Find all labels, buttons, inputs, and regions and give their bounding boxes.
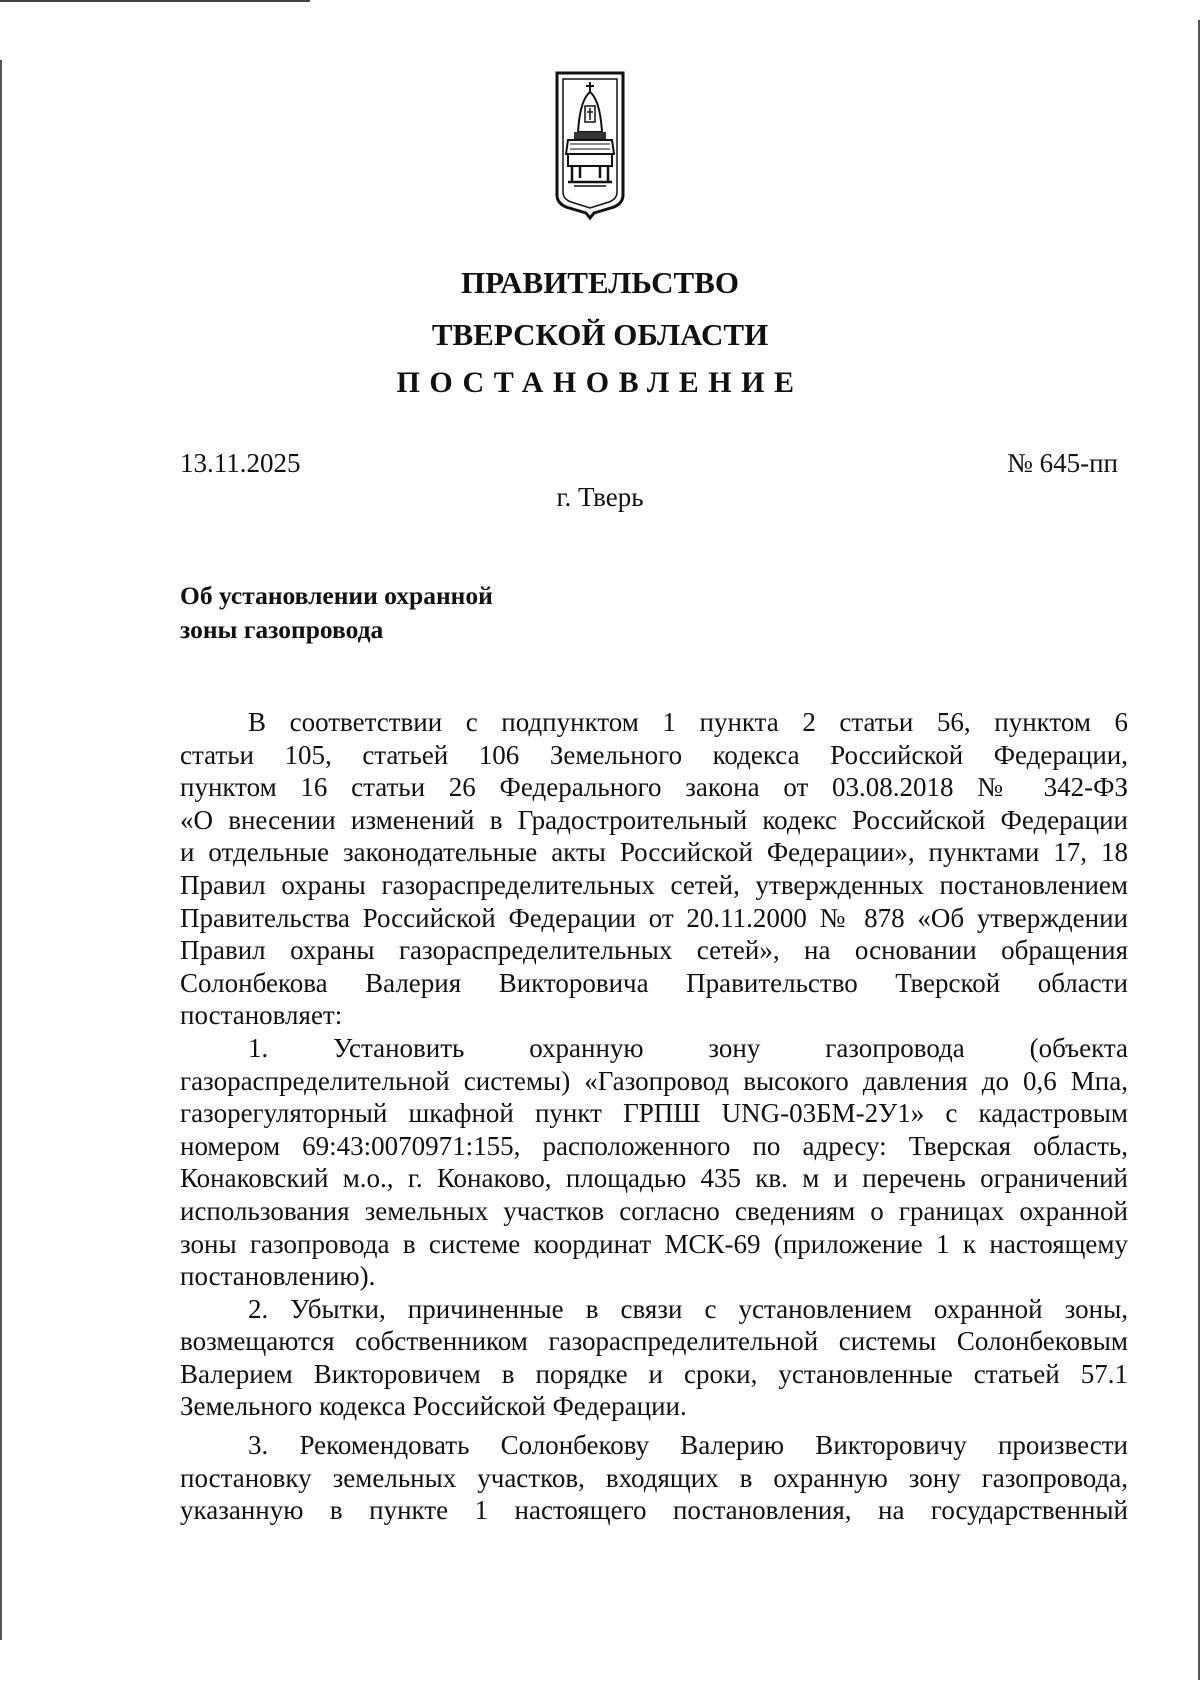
coat-of-arms-icon xyxy=(554,70,626,222)
body-line: 3. Рекомендовать Солонбекову Валерию Викторовичу произвести xyxy=(248,1430,1128,1461)
decree-title: ПОСТАНОВЛЕНИЕ xyxy=(396,366,804,399)
body-line: и отдельные законодательные акты Российской Федерации», пунктами 17, 18 xyxy=(180,837,1128,868)
body-line: использования земельных участков согласно сведениям о границах охранной xyxy=(180,1195,1128,1226)
body-line: 2. Убытки, причиненные в связи с установлением охранной зоны, xyxy=(248,1293,1128,1324)
preamble-paragraph xyxy=(180,706,1128,1032)
body-line: газорегуляторный шкафной пункт ГРПШ UNG-03БМ-2У1» с кадастровым xyxy=(180,1098,1128,1129)
decree-number: № 645-пп xyxy=(1007,448,1118,478)
body-line: Солонбекова Валерия Викторовича Правительство Тверской области xyxy=(180,967,1128,998)
subject-line: зоны газопровода xyxy=(180,615,384,644)
item-2-paragraph xyxy=(180,1293,1128,1423)
body-line: Конаковский м.о., г. Конаково, площадью 435 кв. м и перечень ограничений xyxy=(180,1163,1128,1194)
body-line: Правительства Российской Федерации от 20.11.2000 № 878 «Об утверждении xyxy=(180,902,1128,933)
body-line: постановлению). xyxy=(180,1261,376,1292)
government-title-line1: ПРАВИТЕЛЬСТВО xyxy=(461,265,739,300)
body-line: «О внесении изменений в Градостроительный кодекс Российской Федерации xyxy=(180,804,1128,835)
decree-date: 13.11.2025 xyxy=(180,448,301,478)
body-line: постановку земельных участков, входящих в охранную зону газопровода, xyxy=(180,1462,1128,1493)
body-line: Правил охраны газораспределительных сетей, утвержденных постановлением xyxy=(180,869,1128,900)
item-1-paragraph xyxy=(180,1032,1128,1293)
government-title xyxy=(0,257,1200,361)
body-line: 1. Установить охранную зону газопровода (объекта xyxy=(248,1032,1128,1063)
body-line: Валерием Викторовичем в порядке и сроки, установленные статьей 57.1 xyxy=(180,1358,1128,1389)
decree-body xyxy=(180,706,1128,1527)
body-line: номером 69:43:0070971:155, расположенного по адресу: Тверская область, xyxy=(180,1130,1128,1161)
government-title-line2: ТВЕРСКОЙ ОБЛАСТИ xyxy=(431,317,769,352)
body-line: возмещаются собственником газораспределительной системы Солонбековым xyxy=(180,1326,1128,1357)
body-line: постановляет: xyxy=(180,1000,343,1031)
decree-subject xyxy=(180,579,600,647)
body-line: В соответствии с подпунктом 1 пункта 2 статьи 56, пунктом 6 xyxy=(248,707,1128,737)
body-line: зоны газопровода в системе координат МСК-69 (приложение 1 к настоящему xyxy=(180,1228,1128,1259)
body-line: Правил охраны газораспределительных сетей», на основании обращения xyxy=(180,935,1128,966)
subject-line: Об установлении охранной xyxy=(180,581,493,610)
body-line: газораспределительной системы) «Газопровод высокого давления до 0,6 Мпа, xyxy=(180,1065,1128,1096)
body-line: статьи 105, статьей 106 Земельного кодекса Российской Федерации, xyxy=(180,739,1128,770)
body-line: пунктом 16 статьи 26 Федерального закона от 03.08.2018 № 342-ФЗ xyxy=(180,772,1128,803)
body-line: Земельного кодекса Российской Федерации. xyxy=(180,1391,687,1422)
item-3-paragraph xyxy=(180,1429,1128,1527)
body-line: указанную в пункте 1 настоящего постановления, на государственный xyxy=(180,1495,1128,1526)
scan-artifact-top xyxy=(0,0,310,2)
decree-city: г. Тверь xyxy=(556,482,644,512)
